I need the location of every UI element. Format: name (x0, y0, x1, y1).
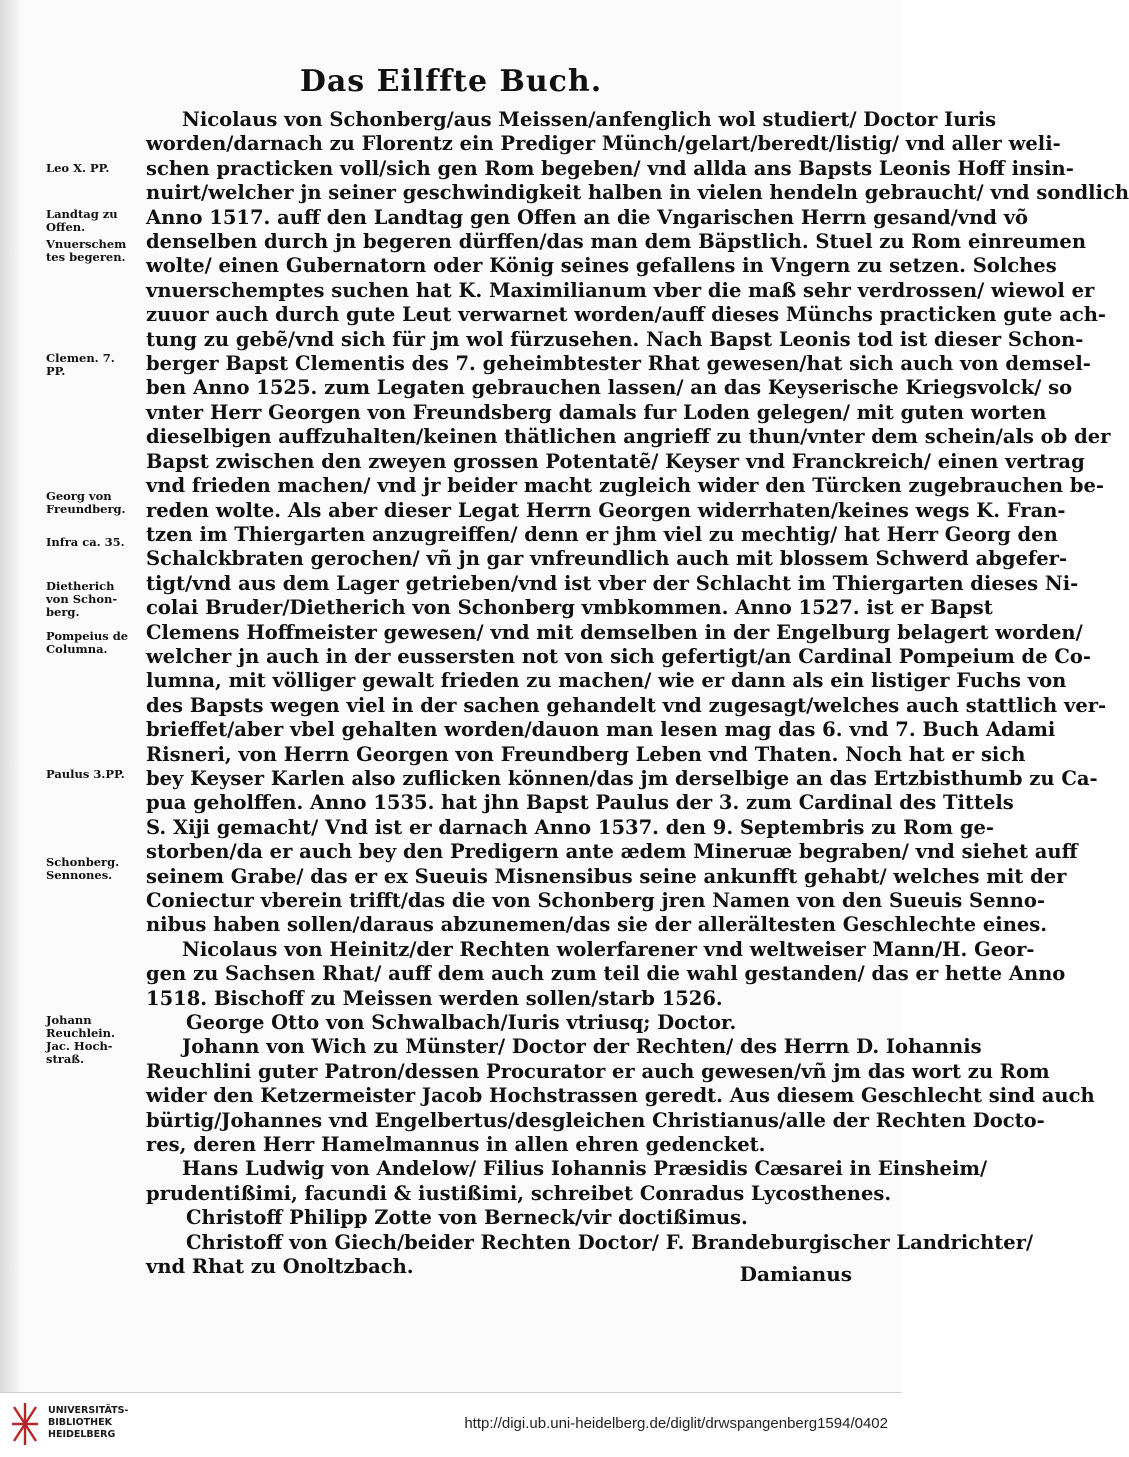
text-line: bürtig/Johannes vnd Engelbertus/desgleichen Christianus/alle der Rechten Docto- (146, 1108, 1045, 1132)
library-logo-icon (10, 1401, 40, 1447)
text-line: prudentißimi, facundi & iustißimi, schreibet Conradus Lycosthenes. (146, 1181, 892, 1205)
text-line: berger Bapst Clementis des 7. geheimbtester Rhat gewesen/hat sich auch von demsel- (146, 352, 1091, 376)
text-line: Hans Ludwig von Andelow/ Filius Iohannis Præsidis Cæsarei in Einsheim/ (182, 1157, 988, 1181)
text-line: tzen im Thiergarten anzugreiffen/ denn er jhm viel zu mechtig/ hat Herr Georg den (146, 522, 1058, 546)
text-line: Schalckbraten gerochen/ vñ jn gar vnfreundlich auch mit blossem Schwerd abgefer- (146, 547, 1068, 571)
scan-edge-shadow (0, 0, 22, 1392)
text-line: denselben durch jn begeren dürffen/das man dem Bäpstlich. Stuel zu Rom einreumen (146, 230, 1087, 254)
text-line: wider den Ketzermeister Jacob Hochstrassen geredt. Aus diesem Geschlecht sind auch (146, 1084, 1095, 1108)
text-line: Anno 1517. auff den Landtag gen Offen an die Vngarischen Herrn gesand/vnd võ (146, 205, 1029, 229)
text-line: colai Bruder/Dietherich von Schonberg vmbkommen. Anno 1527. ist er Bapst (146, 596, 993, 620)
margin-note: Dietherich von Schon- berg. (46, 579, 118, 619)
text-line: bey Keyser Karlen also zuflicken können/das jm derselbige an das Ertzbisthumb zu Ca- (146, 766, 1098, 790)
library-name: UNIVERSITÄTS- BIBLIOTHEK HEIDELBERG (48, 1405, 129, 1440)
text-line: pua geholffen. Anno 1535. hat jhn Bapst Paulus der 3. zum Cardinal des Tittels (146, 791, 1014, 815)
text-line: wolte/ einen Gubernatorn oder König seines gefallens in Vngern zu setzen. Solches (146, 254, 1057, 278)
text-line: Christoff Philipp Zotte von Berneck/vir doctißimus. (186, 1206, 748, 1230)
text-line: res, deren Herr Hamelmannus in allen ehren gedencket. (146, 1133, 766, 1157)
text-line: lumna, mit völliger gewalt frieden zu machen/ wie er dann als ein listiger Fuchs von (146, 669, 1067, 693)
text-line: worden/darnach zu Florentz ein Prediger Münch/gelart/beredt/listig/ vnd aller weli- (146, 132, 1061, 156)
margin-note: Landtag zu Offen. (46, 207, 118, 234)
text-line: Nicolaus von Heinitz/der Rechten wolerfarener vnd weltweiser Mann/H. Geor- (182, 937, 1035, 961)
text-line: Reuchlini guter Patron/dessen Procurator er auch gewesen/vñ jm das wort zu Rom (146, 1059, 1050, 1083)
text-line: George Otto von Schwalbach/Iuris vtriusq; Doctor. (186, 1011, 737, 1035)
text-line: Johann von Wich zu Münster/ Doctor der Rechten/ des Herrn D. Iohannis (182, 1035, 982, 1059)
text-line: vnter Herr Georgen von Freundsberg damals fur Loden gelegen/ mit guten worten (146, 400, 1047, 424)
text-line: nuirt/welcher jn seiner geschwindigkeit halben in vielen hendeln gebraucht/ vnd sondlich (146, 181, 1129, 205)
text-line: Christoff von Giech/beider Rechten Doctor/ F. Brandeburgischer Landrichter/ (186, 1230, 1034, 1254)
text-line: storben/da er auch bey den Predigern ante ædem Mineruæ begraben/ vnd siehet auff (146, 840, 1078, 864)
text-line: brieffet/aber vbel gehalten worden/dauon man lesen mag das 6. vnd 7. Buch Adami (146, 718, 1056, 742)
margin-note: Johann Reuchlein. Jac. Hoch- straß. (46, 1013, 116, 1066)
text-line: reden wolte. Als aber dieser Legat Herrn Georgen widerrhaten/keines wegs K. Fran- (146, 498, 1066, 522)
text-line: tigt/vnd aus dem Lager getrieben/vnd ist vber der Schlacht im Thiergarten dieses Ni- (146, 571, 1079, 595)
margin-note: Infra ca. 35. (46, 535, 125, 549)
text-line: Clemens Hoffmeister gewesen/ vnd mit demselben in der Engelburg belagert worden/ (146, 620, 1083, 644)
text-line: schen practicken voll/sich gen Rom begeben/ vnd allda ans Bapsts Leonis Hoff insin- (146, 156, 1074, 180)
text-line: welcher jn auch in der eussersten not von sich gefertigt/an Cardinal Pompeium de Co- (146, 644, 1092, 668)
text-line: vnd Rhat zu Onoltzbach. (146, 1255, 414, 1279)
margin-note: Clemen. 7. PP. (46, 351, 115, 378)
text-line: zuuor auch durch gute Leut verwarnet worden/auff dieses Münchs practicken gute ach- (146, 303, 1107, 327)
margin-note: Paulus 3.PP. (46, 767, 125, 781)
text-line: nibus haben sollen/daraus abzunemen/das sie der allerältesten Geschlechte eines. (146, 913, 1048, 937)
margin-note: Schonberg. Sennones. (46, 855, 120, 882)
margin-note: Georg von Freundberg. (46, 489, 126, 516)
text-line: Nicolaus von Schonberg/aus Meissen/anfenglich wol studiert/ Doctor Iuris (182, 108, 997, 131)
margin-note: Vnuerschem tes begeren. (46, 237, 127, 264)
page-title: Das Eilffte Buch. (299, 64, 603, 99)
margin-note: Leo X. PP. (46, 161, 110, 175)
text-line: 1518. Bischoff zu Meissen werden sollen/starb 1526. (146, 986, 723, 1010)
footer-bar (0, 1392, 902, 1457)
text-line: S. Xiji gemacht/ Vnd ist er darnach Anno 1537. den 9. Septembris zu Rom ge- (146, 815, 994, 839)
text-line: des Bapsts wegen viel in der sachen gehandelt vnd zugesagt/welches auch stattlich ver- (146, 693, 1107, 717)
text-line: tung zu gebẽ/vnd sich für jm wol fürzusehen. Nach Bapst Leonis tod ist dieser Schon- (146, 327, 1084, 351)
text-line: ben Anno 1525. zum Legaten gebrauchen lassen/ an das Keyserische Kriegsvolck/ so (146, 376, 1073, 400)
text-line: vnd frieden machen/ vnd jr beider macht zugleich wider den Türcken zugebrauchen be- (146, 474, 1104, 498)
body-text (146, 108, 1129, 1280)
margin-note: Pompeius de Columna. (46, 629, 129, 656)
text-line: seinem Grabe/ das er ex Sueuis Misnensibus seine ankunfft gehabt/ welches mit der (146, 864, 1067, 888)
text-line: vnuerschemptes suchen hat K. Maximilianum vber die maß sehr verdrossen/ wiewol er (146, 278, 1095, 302)
text-line: Bapst zwischen den zweyen grossen Potentatẽ/ Keyser vnd Franckreich/ einen vertrag (146, 449, 1085, 473)
permalink-url[interactable]: http://digi.ub.uni-heidelberg.de/diglit/drwspangenberg1594/0402 (464, 1415, 888, 1432)
text-line: Coniectur vberein trifft/das die von Schonberg jren Namen von den Sueuis Senno- (146, 889, 1045, 912)
text-line: dieselbigen auffzuhalten/keinen thätlichen angrieff zu thun/vnter dem schein/als ob der (146, 425, 1111, 449)
catchword: Damianus (739, 1262, 852, 1286)
text-line: Risneri, von Herrn Georgen von Freundberg Leben vnd Thaten. Noch hat er sich (146, 742, 1026, 766)
text-line: gen zu Sachsen Rhat/ auff dem auch zum teil die wahl gestanden/ das er hette Anno (146, 962, 1066, 986)
